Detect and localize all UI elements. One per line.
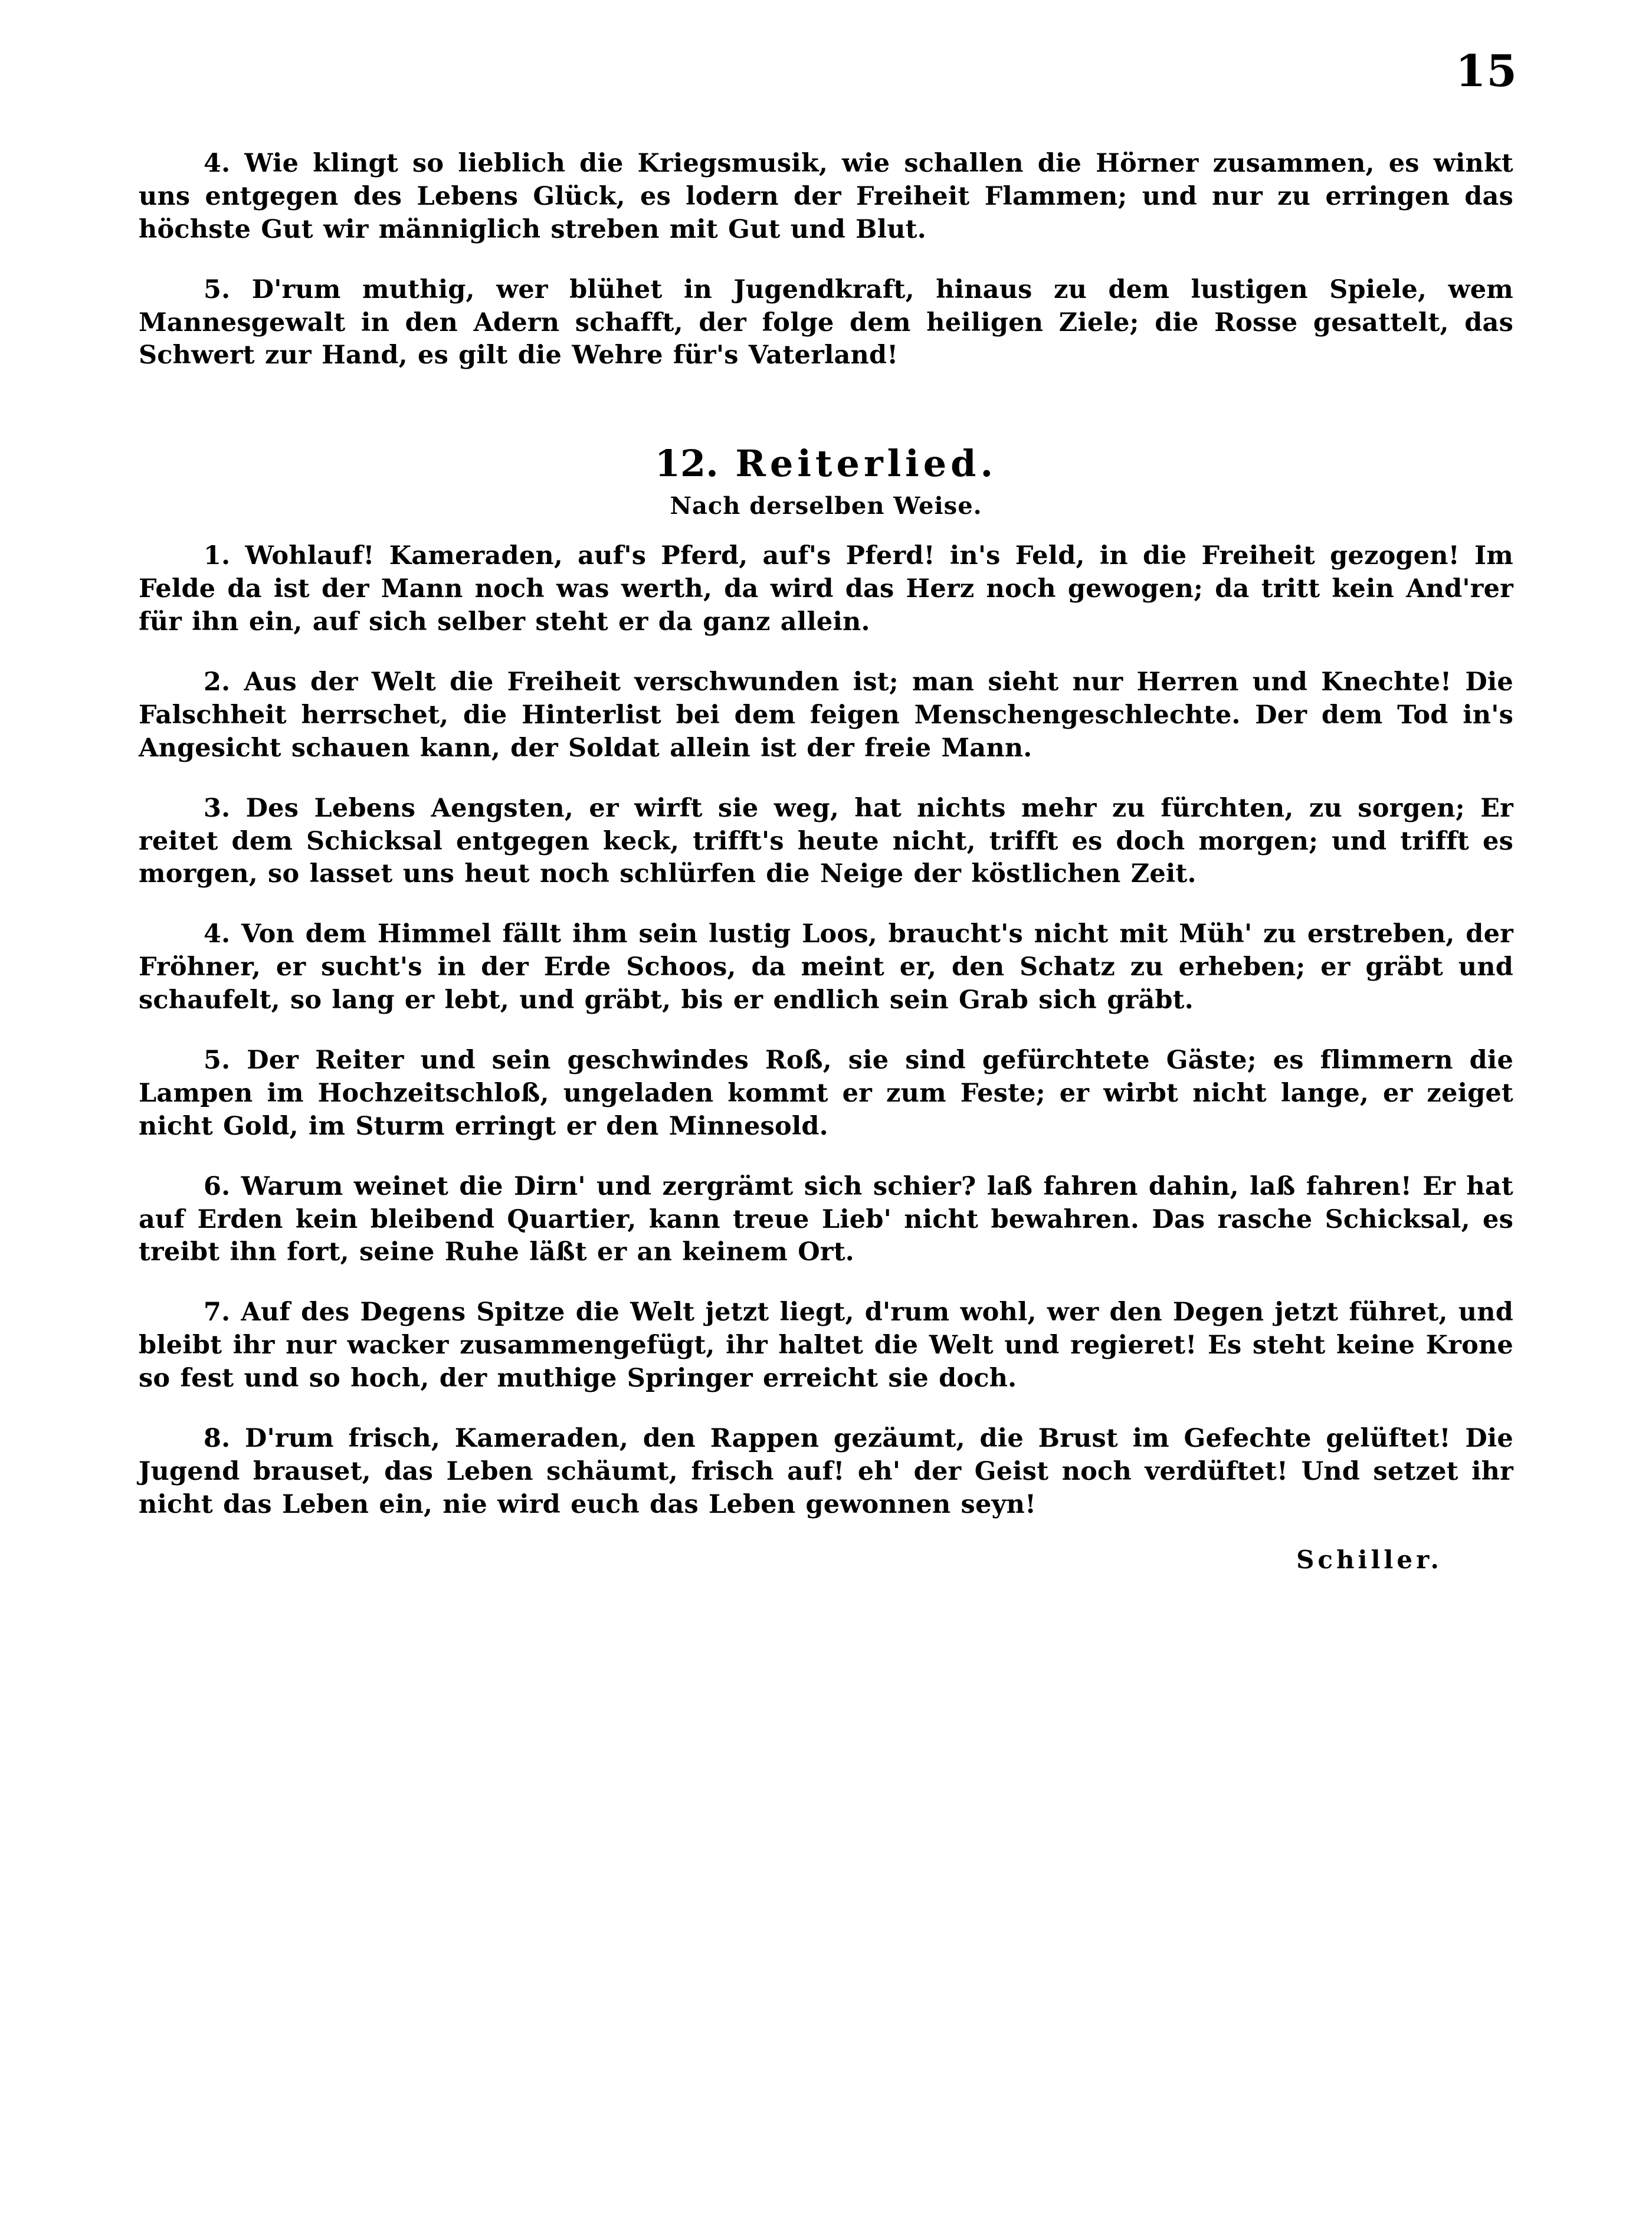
- stanza: 2. Aus der Welt die Freiheit verschwunden ist; man sieht nur Herren und Knechte! Die Falschheit herrschet, die Hinterlist bei dem feigen Menschengeschlechte. Der dem Tod in's Angesicht schauen kann, der Soldat allein ist der freie Mann.: [139, 667, 1513, 763]
- song-number: 12.: [654, 442, 719, 486]
- stanza: 6. Warum weinet die Dirn' und zergrämt sich schier? laß fahren dahin, laß fahren! Er hat auf Erden kein bleibend Quartier, kann treue Lieb' nicht bewahren. Das rasche Schicksal, es treibt ihn fort, seine Ruhe läßt er an keinem Ort.: [139, 1171, 1513, 1267]
- stanza: 4. Wie klingt so lieblich die Kriegsmusik, wie schallen die Hörner zusammen, es winkt uns entgegen des Lebens Glück, es lodern der Freiheit Flammen; und nur zu erringen das höchste Gut wir männiglich streben mit Gut und Blut.: [139, 149, 1513, 244]
- stanza: 8. D'rum frisch, Kameraden, den Rappen gezäumt, die Brust im Gefechte gelüftet! Die Jugend brauset, das Leben schäumt, frisch auf! eh' der Geist noch verdüftet! Und setzet ihr nicht das Leben ein, nie wird euch das Leben gewonnen seyn!: [139, 1424, 1513, 1519]
- song-title-text: Reiterlied.: [735, 442, 998, 486]
- song-stanzas: [139, 540, 1513, 1521]
- stanza: 1. Wohlauf! Kameraden, auf's Pferd, auf's Pferd! in's Feld, in die Freiheit gezogen! Im Felde da ist der Mann noch was werth, da wird das Herz noch gewogen; da tritt kein And'rer für ihn ein, auf sich selber steht er da ganz allein.: [139, 541, 1513, 637]
- song-title: [139, 442, 1513, 485]
- author-attribution: Schiller.: [1296, 1545, 1443, 1574]
- stanza: 3. Des Lebens Aengsten, er wirft sie weg, hat nichts mehr zu fürchten, zu sorgen; Er reitet dem Schicksal entgegen keck, trifft's heute nicht, trifft es doch morgen; und trifft es morgen, so lasset uns heut noch schlürfen die Neige der köstlichen Zeit.: [139, 793, 1513, 889]
- tune-note: Nach derselben Weise.: [670, 492, 982, 520]
- previous-song-continuation: [139, 148, 1513, 372]
- page-number: 15: [1456, 46, 1517, 97]
- stanza: 7. Auf des Degens Spitze die Welt jetzt liegt, d'rum wohl, wer den Degen jetzt führet, und bleibt ihr nur wacker zusammengefügt, ihr haltet die Welt und regieret! Es steht keine Krone so fest und so hoch, der muthige Springer erreicht sie doch.: [139, 1297, 1513, 1394]
- stanza: 4. Von dem Himmel fällt ihm sein lustig Loos, braucht's nicht mit Müh' zu erstreben, der Fröhner, er sucht's in der Erde Schoos, da meint er, den Schatz zu erheben; er gräbt und schaufelt, so lang er lebt, und gräbt, bis er endlich sein Grab sich gräbt.: [139, 919, 1513, 1015]
- stanza: 5. Der Reiter und sein geschwindes Roß, sie sind gefürchtete Gäste; es flimmern die Lampen im Hochzeitschloß, ungeladen kommt er zum Feste; er wirbt nicht lange, er zeiget nicht Gold, im Sturm erringt er den Minnesold.: [139, 1046, 1513, 1141]
- page-content: [139, 148, 1513, 1574]
- stanza: 5. D'rum muthig, wer blühet in Jugendkraft, hinaus zu dem lustigen Spiele, wem Mannesgewalt in den Adern schafft, der folge dem heiligen Ziele; die Rosse gesattelt, das Schwert zur Hand, es gilt die Wehre für's Vaterland!: [139, 274, 1513, 371]
